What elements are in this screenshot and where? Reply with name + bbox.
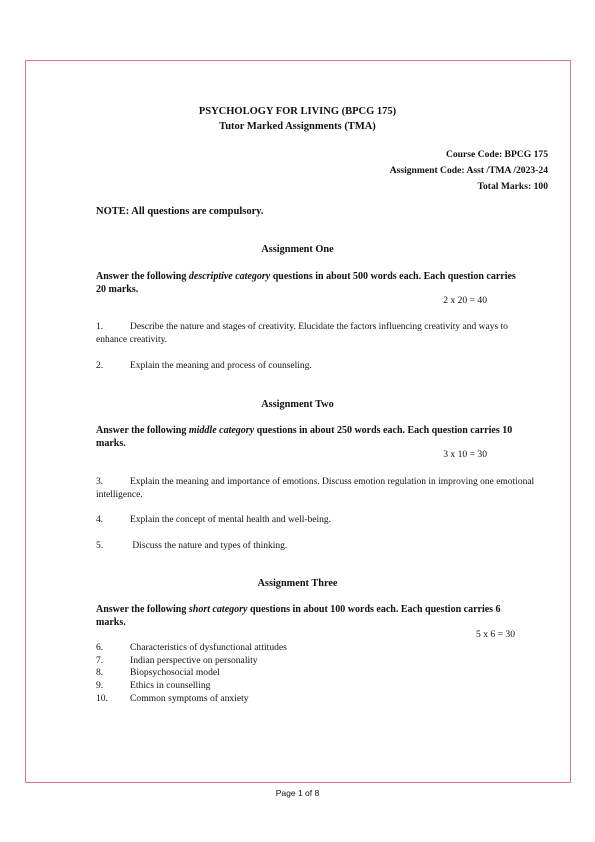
assignment-one-marks: 2 x 20 = 40 — [443, 295, 487, 306]
question-2: 2. Explain the meaning and process of counseling. — [96, 361, 312, 371]
list-item: 9. Ethics in counselling — [96, 680, 211, 692]
question-5: 5. Discuss the nature and types of thinking. — [96, 541, 288, 551]
assignment-three-instructions: Answer the following short category questions in about 100 words each. Each question carries 6 marks. — [96, 604, 501, 628]
assignment-three-marks: 5 x 6 = 30 — [476, 629, 515, 640]
page-number: Page 1 of 8 — [275, 788, 320, 798]
question-4: 4. Explain the concept of mental health and well-being. — [96, 515, 332, 525]
short-questions-list — [96, 642, 287, 706]
list-item: 6. Characteristics of dysfunctional attitudes — [96, 642, 287, 653]
question-1: 1. Describe the nature and stages of creativity. Elucidate the factors influencing creativity and ways to enhance creativity. — [96, 322, 508, 345]
assignment-two-instructions: Answer the following middle category questions in about 250 words each. Each question carries 10 marks. — [96, 425, 513, 449]
list-item: 8. Biopsychosocial model — [96, 667, 220, 679]
list-item: 10. Common symptoms of anxiety — [96, 692, 249, 704]
note-text: NOTE: All questions are compulsory. — [96, 206, 264, 217]
assignment-code: Assignment Code: Asst /TMA /2023-24 — [389, 165, 548, 176]
question-3: 3. Explain the meaning and importance of emotions. Discuss emotion regulation in improving one emotional intelligence. — [96, 477, 535, 500]
assignment-two-heading: Assignment Two — [261, 399, 334, 410]
total-marks: Total Marks: 100 — [477, 181, 548, 192]
list-item: 7. Indian perspective on personality — [96, 654, 258, 666]
document-title: PSYCHOLOGY FOR LIVING (BPCG 175) — [198, 106, 397, 117]
assignment-three-heading: Assignment Three — [257, 578, 338, 589]
document-subtitle: Tutor Marked Assignments (TMA) — [219, 121, 376, 132]
assignment-two-marks: 3 x 10 = 30 — [443, 449, 487, 460]
assignment-one-heading: Assignment One — [261, 244, 334, 255]
course-code: Course Code: BPCG 175 — [445, 149, 548, 160]
assignment-one-instructions: Answer the following descriptive category questions in about 500 words each. Each question carries 20 marks. — [96, 271, 516, 295]
